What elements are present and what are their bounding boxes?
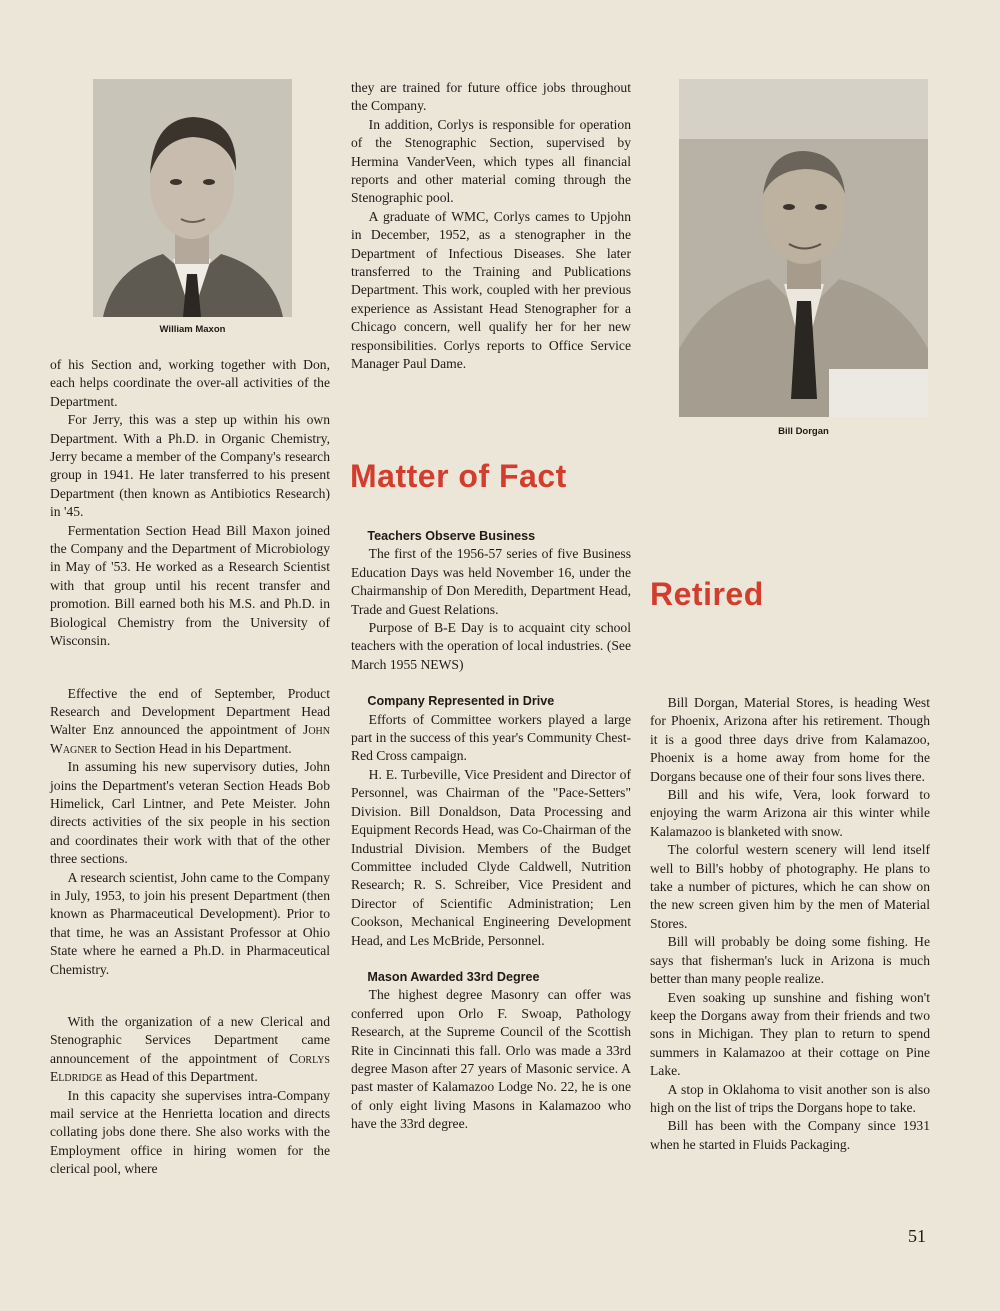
paragraph: A research scientist, John came to the Company in July, 1953, to join his present Department (then known as Pharmaceutical Development). Prior to that time, he was an Assistant Professor at Ohio State where he earned a Ph.D. in Pharmaceutical Chemistry. (50, 869, 330, 977)
paragraph: A graduate of WMC, Corlys cames to Upjohn in December, 1952, as a stenographer in the Department of Infectious Diseases. She later transferred to the Training and Publications Department. This work, coupled with her previous experience as Assistant Head Stenographer for a Chicago concern, well qualify her for her new responsibilities. Corlys reports to Office Service Manager Paul Dame. (351, 208, 631, 372)
paragraph: The first of the 1956-57 series of five Business Education Days was held November 16, under the Chairmanship of Don Meredith, Department Head, Trade and Guest Relations. (351, 546, 631, 617)
column-middle-top (351, 79, 631, 374)
retired-headline: Retired (650, 576, 764, 612)
bill-dorgan-photo (679, 79, 928, 417)
text-span: Effective the end of September, Product Research and Development Department Head Walter Enz announced the appointment of (50, 685, 330, 738)
section-subheading: Company Represented in Drive (367, 694, 555, 709)
section-subheading: Teachers Observe Business (367, 529, 536, 543)
paragraph: In this capacity she supervises intra-Company mail service at the Henrietta location and directs collating jobs done there. She also works with the Employment office in hiring women for the clerical pool, where (50, 1087, 330, 1177)
paragraph: of his Section and, working together with Don, each helps coordinate the over-all activities of the Department. (50, 357, 330, 409)
william-maxon-photo (93, 79, 292, 317)
paragraph: Even soaking up sunshine and fishing won't keep the Dorgans away from their friends and two sons in Michigan. They plan to return to spend summers in Kalamazoo at their cottage on Pine Lake. (650, 989, 930, 1079)
matter-of-fact-headline: Matter of Fact (350, 458, 567, 494)
person-name: Corlys Eldridge (50, 1050, 330, 1085)
paragraph: For Jerry, this was a step up within his own Department. With a Ph.D. in Organic Chemistry, Jerry became a member of the Company's research group in 1941. He later transferred to his present Department (then known as Antibiotics Research) in '45. (50, 412, 330, 520)
paragraph: Purpose of B-E Day is to acquaint city school teachers with the operation of local industries. (See March 1955 NEWS) (351, 620, 631, 672)
paragraph: The colorful western scenery will lend itself well to Bill's hobby of photography. He plans to take a number of pictures, which he can show on the new screen given him by the men of Material Stores. (650, 842, 930, 931)
paragraph: In assuming his new supervisory duties, John joins the Department's veteran Section Heads Bob Himelick, Carl Lintner, and Pete Meister. John directs activities of the six people in his section and coordinates their work with that of the other three sections. (50, 759, 330, 867)
bill-dorgan-caption: Bill Dorgan (778, 426, 829, 437)
paragraph: The highest degree Masonry can offer was conferred upon Orlo F. Swoap, Pathology Research, at the Supreme Council of the Scottish Rite in Cincinnati this fall. Orlo was made a 33rd degree Mason after 27 years of Masonic service. A past master of Kalamazoo Lodge No. 22, he is one of only eight living Masons in Kalamazoo who have the 33rd degree. (351, 987, 631, 1132)
paragraph: Efforts of Committee workers played a large part in the success of this year's Community Chest-Red Cross campaign. (351, 711, 631, 764)
william-maxon-caption: William Maxon (159, 324, 226, 335)
paragraph: Bill Dorgan, Material Stores, is heading West for Phoenix, Arizona after his retirement. Though it is a good three days drive from Kalamazoo, Phoenix is a home away from home for the Dorgans because one of their four sons lives there. (650, 695, 930, 784)
paragraph: Bill will probably be doing some fishing. He says that fisherman's luck in Arizona is much better than many people realize. (650, 934, 930, 987)
text-span: as Head of this Department. (102, 1069, 258, 1085)
portrait-illustration (93, 79, 292, 317)
paragraph: In addition, Corlys is responsible for operation of the Stenographic Section, supervised by Hermina VanderVeen, which types all financial reports and other material coming through the Stenographic pool. (351, 116, 631, 206)
paragraph: they are trained for future office jobs throughout the Company. (351, 80, 631, 114)
column-left (50, 356, 330, 1179)
column-middle-bottom (351, 527, 631, 1134)
page-number: 51 (908, 1226, 926, 1246)
paragraph (50, 1013, 330, 1087)
portrait-illustration (679, 79, 928, 417)
paragraph: H. E. Turbeville, Vice President and Director of Personnel, was Chairman of the "Pace-Setters" Division. Bill Donaldson, Data Processing and Equipment Records Head, was Co-Chairman of the Industrial Division. Members of the Budget Committee included Clyde Caldwell, Nutrition Research; R. S. Schreiber, Vice President and Director of Scientific Administration; Len Cookson, Mechanical Engineering Development Head, and Les McBride, Personnel. (351, 766, 631, 948)
section-subheading: Mason Awarded 33rd Degree (367, 969, 540, 984)
paragraph (50, 685, 330, 759)
column-right (650, 694, 930, 1154)
person-name: John Wagner (50, 722, 330, 756)
text-span: to Section Head in his Department. (97, 740, 292, 756)
paragraph: A stop in Oklahoma to visit another son is also high on the list of trips the Dorgans hope to take. (650, 1081, 930, 1115)
paragraph: Fermentation Section Head Bill Maxon joined the Company and the Department of Microbiology in May of '53. He worked as a Research Scientist with that group until his recent transfer and promotion. Bill earned both his M.S. and Ph.D. in Biological Chemistry from the University of Wisconsin. (50, 522, 330, 649)
text-span: With the organization of a new Clerical and Stenographic Services Department came announcement of the appointment of (50, 1014, 330, 1066)
paragraph: Bill and his wife, Vera, look forward to enjoying the warm Arizona air this winter while Kalamazoo is blanketed with snow. (650, 787, 930, 839)
paragraph: Bill has been with the Company since 1931 when he started in Fluids Packaging. (650, 1118, 930, 1152)
